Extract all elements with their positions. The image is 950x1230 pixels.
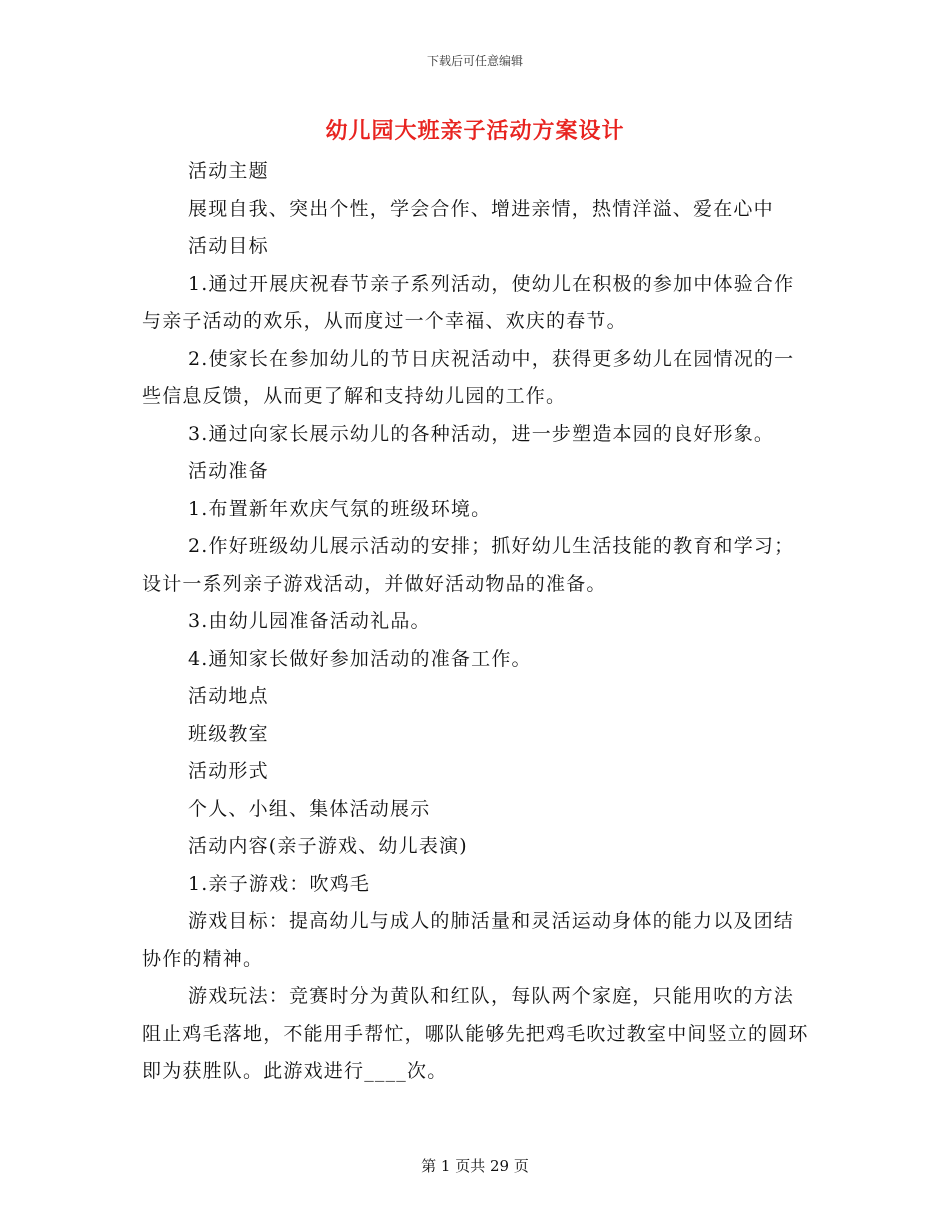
paragraph-game-goal: 游戏目标：提高幼儿与成人的肺活量和灵活运动身体的能力以及团结协作的精神。 xyxy=(142,910,795,970)
heading-goals: 活动目标 xyxy=(188,235,269,257)
paragraph-format: 个人、小组、集体活动展示 xyxy=(188,797,431,820)
paragraph-goal-1: 1.通过开展庆祝春节亲子系列活动，使幼儿在积极的参加中体验合作与亲子活动的欢乐，从而度过一个幸福、欢庆的春节。 xyxy=(142,272,795,332)
heading-preparation: 活动准备 xyxy=(188,460,269,482)
page-number: 第 1 页共 29 页 xyxy=(421,1157,529,1175)
header-note: 下载后可任意编辑 xyxy=(426,54,523,68)
paragraph-prep-2: 2.作好班级幼儿展示活动的安排；抓好幼儿生活技能的教育和学习；设计一系列亲子游戏活动，并做好活动物品的准备。 xyxy=(142,535,795,595)
paragraph-prep-1: 1.布置新年欢庆气氛的班级环境。 xyxy=(188,497,492,520)
paragraph-goal-3: 3.通过向家长展示幼儿的各种活动，进一步塑造本园的良好形象。 xyxy=(188,422,775,445)
paragraph-prep-4: 4.通知家长做好参加活动的准备工作。 xyxy=(188,647,532,670)
paragraph-goal-2: 2.使家长在参加幼儿的节日庆祝活动中，获得更多幼儿在园情况的一些信息反馈，从而更了解和支持幼儿园的工作。 xyxy=(142,347,795,407)
heading-location: 活动地点 xyxy=(188,685,269,707)
document-body xyxy=(142,153,810,1091)
heading-format: 活动形式 xyxy=(188,760,269,782)
paragraph-theme: 展现自我、突出个性，学会合作、增进亲情，热情洋溢、爱在心中 xyxy=(188,197,774,220)
paragraph-game-1: 1.亲子游戏：吹鸡毛 xyxy=(188,872,371,895)
paragraph-prep-3: 3.由幼儿园准备活动礼品。 xyxy=(188,610,431,632)
paragraph-location: 班级教室 xyxy=(188,722,269,745)
document-title: 幼儿园大班亲子活动方案设计 xyxy=(325,118,625,144)
paragraph-game-rules: 游戏玩法：竞赛时分为黄队和红队，每队两个家庭，只能用吹的方法阻止鸡毛落地，不能用手帮忙，哪队能够先把鸡毛吹过教室中间竖立的圆环即为获胜队。此游戏进行____次。 xyxy=(142,985,809,1082)
heading-theme: 活动主题 xyxy=(188,160,269,182)
heading-content: 活动内容(亲子游戏、幼儿表演) xyxy=(188,835,468,857)
